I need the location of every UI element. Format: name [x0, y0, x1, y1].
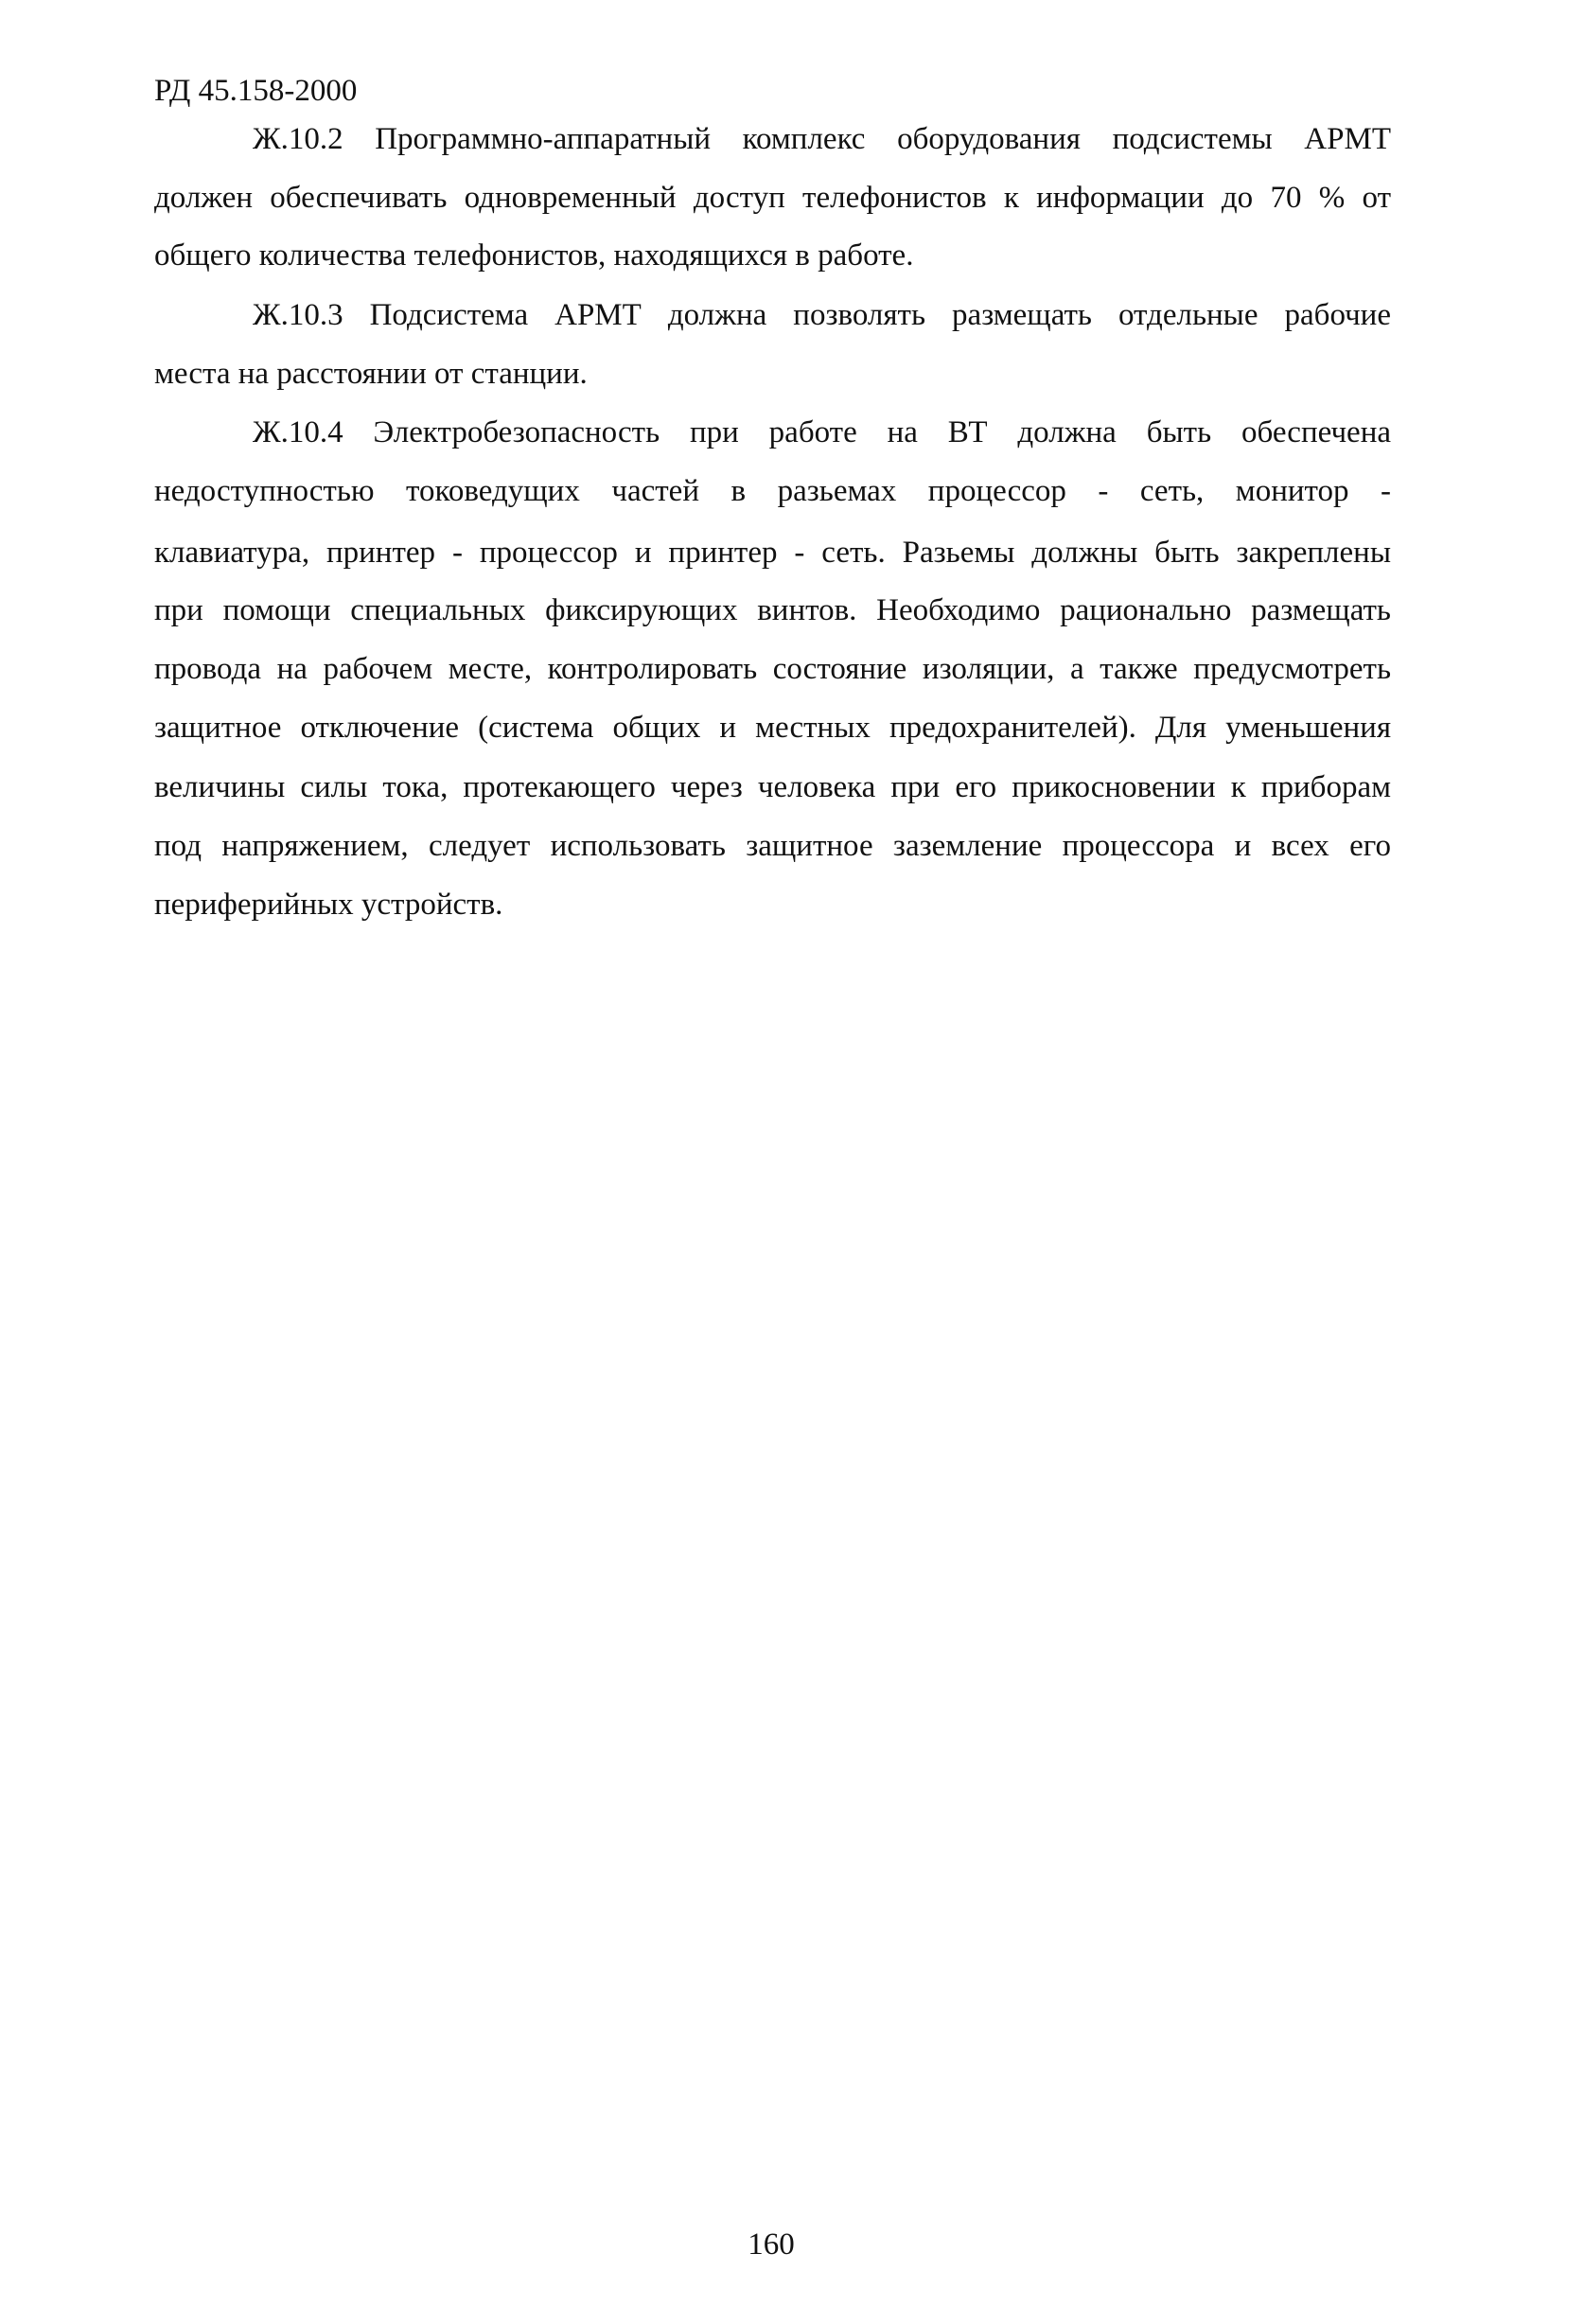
text-line: величины силы тока, протекающего через человека при его прикосновении к приборам	[154, 770, 1391, 804]
text-line: Ж.10.4 Электробезопасность при работе на ВТ должна быть обеспечена	[253, 415, 1391, 449]
text-line: недоступностью токоведущих частей в разьемах процессор - сеть, монитор -	[154, 474, 1391, 508]
text-line: при помощи специальных фиксирующих винтов. Необходимо рационально размещать	[154, 593, 1391, 627]
text-line: места на расстоянии от станции.	[154, 357, 588, 391]
text-line: периферийных устройств.	[154, 888, 503, 922]
text-line: должен обеспечивать одновременный доступ телефонистов к информации до 70 % от	[154, 181, 1391, 215]
text-line: клавиатура, принтер - процессор и принтер - сеть. Разьемы должны быть закреплены	[154, 536, 1391, 570]
text-line: Ж.10.3 Подсистема АРМТ должна позволять размещать отдельные рабочие	[253, 298, 1391, 332]
text-line: защитное отключение (система общих и местных предохранителей). Для уменьшения	[154, 711, 1391, 745]
text-line: Ж.10.2 Программно-аппаратный комплекс оборудования подсистемы АРМТ	[253, 122, 1391, 156]
text-line: общего количества телефонистов, находящихся в работе.	[154, 238, 914, 273]
text-line: провода на рабочем месте, контролировать состояние изоляции, а также предусмотреть	[154, 652, 1391, 686]
text-line: под напряжением, следует использовать защитное заземление процессора и всех его	[154, 829, 1391, 863]
page-number: 160	[748, 2227, 795, 2262]
document-code-header: РД 45.158-2000	[154, 74, 358, 108]
